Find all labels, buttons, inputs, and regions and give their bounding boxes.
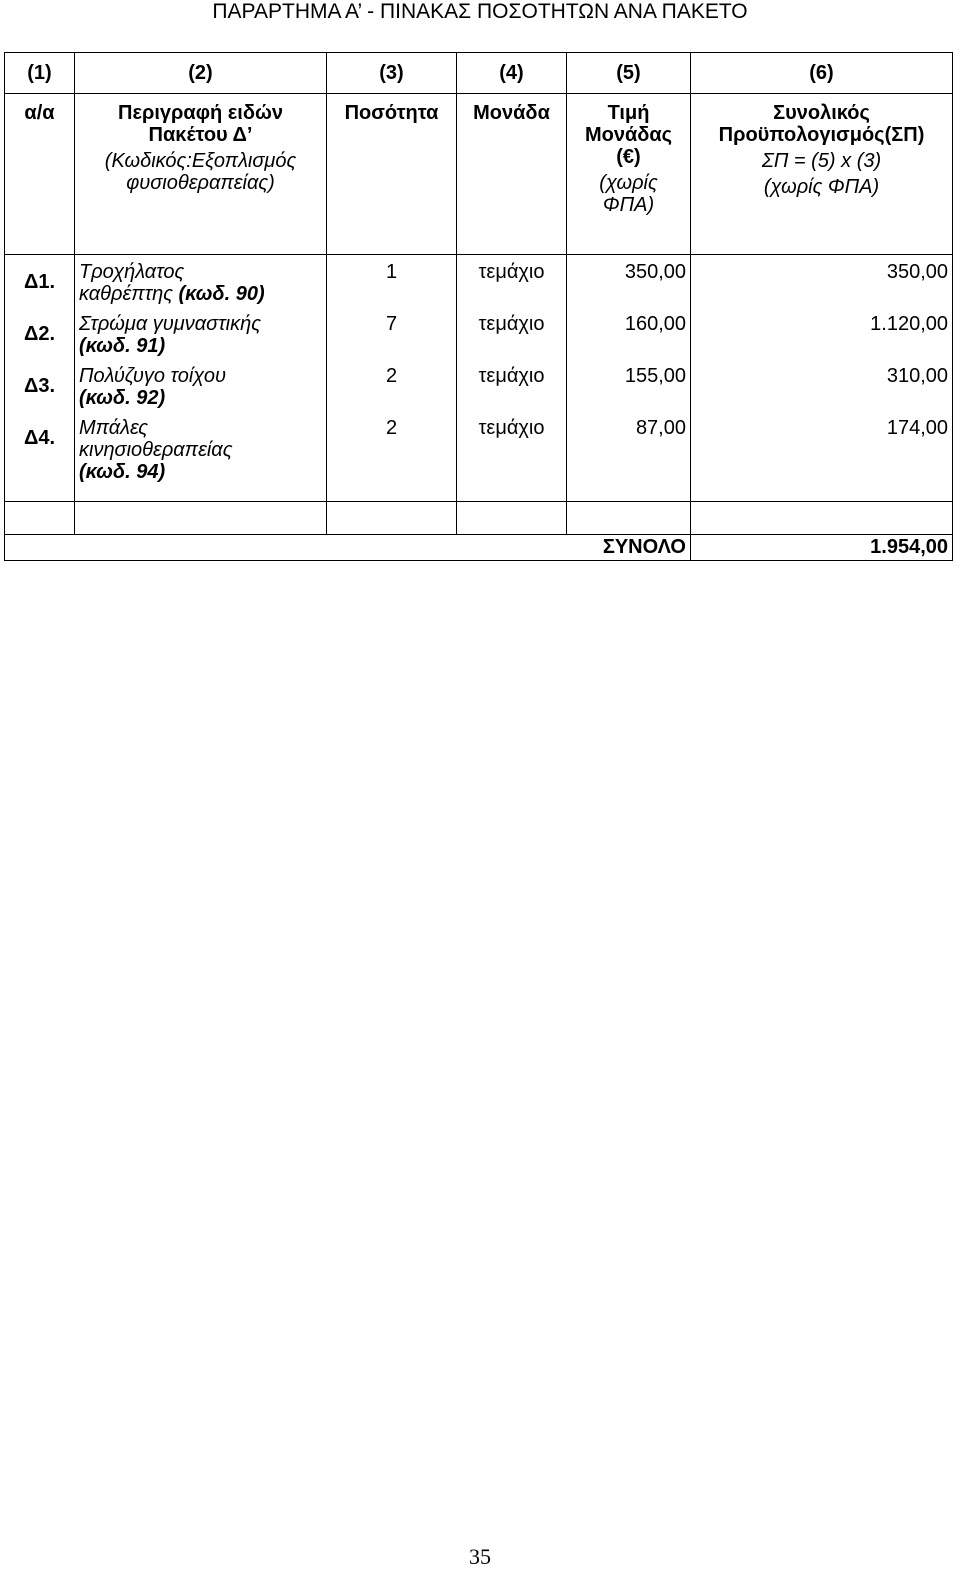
header-unit-label: Μονάδα xyxy=(473,102,550,124)
item-desc-code: (κωδ. 90) xyxy=(172,283,265,305)
item-qty: 1 xyxy=(385,261,398,283)
blank-cell xyxy=(457,502,567,535)
blank-cell xyxy=(75,502,327,535)
item-total: 1.120,00 xyxy=(870,313,948,335)
item-desc-line: Πολύζυγο τοίχου xyxy=(79,365,226,387)
col-num-5: (5) xyxy=(567,53,691,94)
blank-cell xyxy=(327,502,457,535)
header-description xyxy=(75,94,327,255)
item-unit: τεμάχιο xyxy=(478,261,545,283)
header-total-l4: (χωρίς ΦΠΑ) xyxy=(763,176,880,198)
item-desc-code: (κωδ. 94) xyxy=(79,461,166,483)
item-units-cell xyxy=(457,255,567,502)
header-qty-label: Ποσότητα xyxy=(344,102,439,124)
blank-cell xyxy=(567,502,691,535)
blank-cell xyxy=(691,502,953,535)
header-aa xyxy=(5,94,75,255)
header-unit-price xyxy=(567,94,691,255)
header-desc-l4: φυσιοθεραπείας) xyxy=(126,172,275,194)
item-total: 350,00 xyxy=(886,261,948,283)
header-total-l3: ΣΠ = (5) x (3) xyxy=(761,150,882,172)
item-code: Δ1. xyxy=(23,271,56,293)
item-price: 155,00 xyxy=(624,365,686,387)
item-unit: τεμάχιο xyxy=(478,365,545,387)
header-desc-l3: (Κωδικός:Εξοπλισμός xyxy=(104,150,297,172)
header-row xyxy=(5,94,953,255)
item-qty: 2 xyxy=(385,365,398,387)
item-qty: 7 xyxy=(385,313,398,335)
item-price: 350,00 xyxy=(624,261,686,283)
header-price-l3: (€) xyxy=(616,146,641,168)
header-quantity xyxy=(327,94,457,255)
item-price: 87,00 xyxy=(635,417,686,439)
header-total-l1: Συνολικός xyxy=(773,102,870,124)
item-total: 310,00 xyxy=(886,365,948,387)
item-code: Δ4. xyxy=(23,427,56,449)
total-value: 1.954,00 xyxy=(691,535,953,561)
col-num-3: (3) xyxy=(327,53,457,94)
total-label: ΣΥΝΟΛΟ xyxy=(5,535,691,561)
header-price-l1: Τιμή xyxy=(607,102,650,124)
item-total: 174,00 xyxy=(886,417,948,439)
column-number-row xyxy=(5,53,953,94)
item-code: Δ2. xyxy=(23,323,56,345)
item-quantities-cell xyxy=(327,255,457,502)
header-desc-l1: Περιγραφή ειδών xyxy=(118,102,283,124)
item-desc-line: καθρέπτης xyxy=(79,283,173,305)
item-code: Δ3. xyxy=(23,375,56,397)
header-total-l2: Προϋπολογισμός(ΣΠ) xyxy=(718,124,925,146)
page-title: ΠΑΡΑΡΤΗΜΑ Α’ - ΠΙΝΑΚΑΣ ΠΟΣΟΤΗΤΩΝ ΑΝΑ ΠΑΚΕΤΟ xyxy=(212,0,748,23)
header-price-l5: ΦΠΑ) xyxy=(602,194,655,216)
item-desc-line: Στρώμα γυμναστικής xyxy=(79,313,261,335)
col-num-1: (1) xyxy=(5,53,75,94)
col-num-6: (6) xyxy=(691,53,953,94)
blank-row xyxy=(5,502,953,535)
total-row xyxy=(5,535,953,561)
item-descriptions-cell xyxy=(75,255,327,502)
item-qty: 2 xyxy=(385,417,398,439)
item-totals-cell xyxy=(691,255,953,502)
blank-cell xyxy=(5,502,75,535)
quantities-table xyxy=(4,52,953,561)
item-desc-code: (κωδ. 91) xyxy=(79,335,166,357)
col-num-2: (2) xyxy=(75,53,327,94)
item-desc-line: Τροχήλατος xyxy=(79,261,185,283)
header-total-budget xyxy=(691,94,953,255)
item-price: 160,00 xyxy=(624,313,686,335)
item-codes-cell xyxy=(5,255,75,502)
items-row xyxy=(5,255,953,502)
col-num-4: (4) xyxy=(457,53,567,94)
item-desc-line: Μπάλες xyxy=(79,417,149,439)
header-unit xyxy=(457,94,567,255)
item-prices-cell xyxy=(567,255,691,502)
header-price-l2: Μονάδας xyxy=(584,124,673,146)
item-desc-code: (κωδ. 92) xyxy=(79,387,166,409)
header-aa-label: α/α xyxy=(24,102,55,124)
page-number: 35 xyxy=(469,1544,491,1569)
header-desc-l2: Πακέτου Δ’ xyxy=(148,124,253,146)
item-desc-line: κινησιοθεραπείας xyxy=(79,439,233,461)
item-unit: τεμάχιο xyxy=(478,417,545,439)
header-price-l4: (χωρίς xyxy=(599,172,658,194)
item-unit: τεμάχιο xyxy=(478,313,545,335)
